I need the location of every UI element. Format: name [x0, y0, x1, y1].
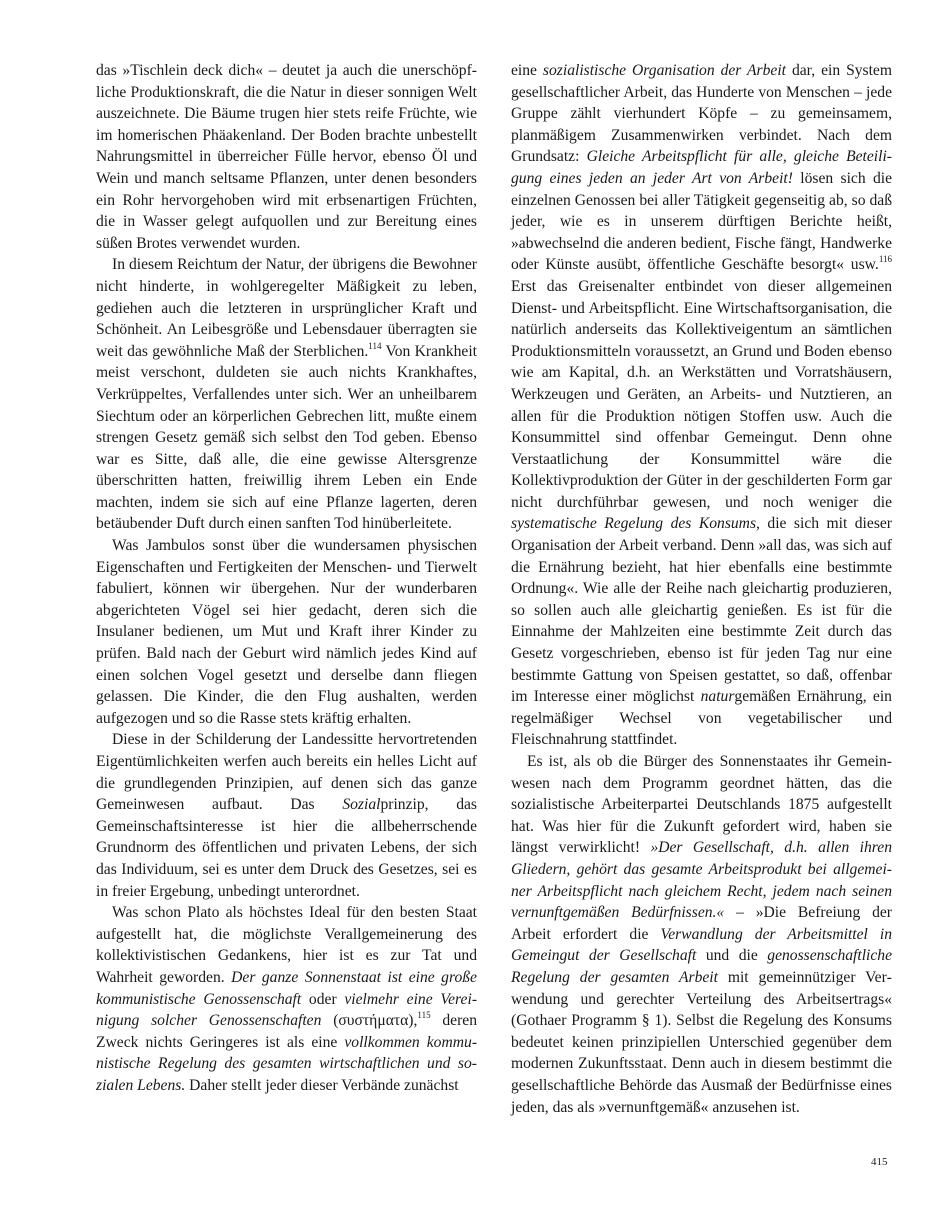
footnote-ref-116: 116 — [878, 254, 892, 265]
right-paragraph-2: Es ist, als ob die Bürger des Sonnenstaates ihr Gemeinwesen nach dem Programm geordnet hätten, das die sozialistische Arbeiterpartei Deutschlands 1875 aufgestellt hat. Was hier für die Zukunft gefordert wird, haben sie längst verwirklicht! »Der Gesellschaft, d.h. allen ihren Gliedern, gehört das gesamte Arbeitsprodukt bei allgemeiner Arbeitspflicht nach gleichem Recht, jedem nach seinen vernunftgemäßen Bedürfnissen.« – »Die Befreiung der Arbeit erfordert die Verwandlung der Arbeitsmittel in Gemeingut der Gesellschaft und die genossenschaftliche Regelung der gesamten Arbeit mit gemeinnütziger Verwendung und gerechter Verteilung des Arbeitsertrags« (Gothaer Programm § 1). Selbst die Regelung des Konsums bedeutet keinen prinzipiellen Unterschied gegenüber dem modernen Zukunftsstaat. Denn auch in diesem bestimmt die gesellschaftliche Behörde das Ausmaß der Bedürfnisse eines jeden, das als »vernunftgemäß« anzusehen ist. — [511, 753, 893, 1116]
left-column — [96, 60, 477, 1097]
right-paragraph-1: eine sozialistische Organisation der Arbeit dar, ein System gesellschaftlicher Arbeit, das Hunderte von Menschen – jede Gruppe zählt vierhundert Köpfe – zu gemeinsamem, planmäßigem Zusammenwirken verbindet. Nach dem Grundsatz: Gleiche Arbeitspflicht für alle, gleiche Beteiligung eines jeden an jeder Art von Arbeit! lösen sich die einzelnen Genossen bei aller Tätigkeit gegenseitig ab, so daß jeder, wie es in unserem dürftigen Berichte heißt, »abwechselnd die anderen bedient, Fische fängt, Handwerke oder Künste ausübt, öffentliche Geschäfte besorgt« usw.$^{116}$ Erst das Greisenalter entbindet von dieser allgemeinen Dienst- und Arbeitspflicht. Eine Wirtschaftsorganisation, die natürlich anderseits das Kollektiveigentum an sämtlichen Produktionsmitteln voraussetzt, an Grund und Boden ebenso wie am Kapital, d.h. an Werkstätten und Vorratshäusern, Werkzeugen und Geräten, an Arbeits- und Nutztieren, an allen für die Produktion nötigen Stoffen usw. Auch die Konsummittel sind offenbar Gemeingut. Denn ohne Verstaatlichung der Konsummittel wäre die Kollektivproduktion der Güter in der geschilderten Form gar nicht durchführbar gewesen, und noch weniger die systematische Regelung des Konsums, die sich mit dieser Organisation der Arbeit verband. Denn »all das, was sich auf die Ernährung bezieht, hat hier ebenfalls eine bestimmte Ordnung«. Wie alle der Reihe nach gleichartig produzieren, so sollen auch alle gleichartig genießen. Es ist für die Einnahme der Mahlzeiten eine bestimmte Zeit durch das Gesetz vorgeschrieben, ebenso ist für jeden Tag nur eine bestimmte Gattung von Speisen gestattet, so daß, offenbar im Interesse einer möglichst naturgemäßen Ernährung, ein regelmäßiger Wechsel von vegetabilischer und Fleischnahrung stattfindet. — [511, 62, 893, 749]
left-paragraph-4: Diese in der Schilderung der Landessitte hervortretenden Eigentümlichkeiten werfen auch bereits ein helles Licht auf die grundlegenden Prinzipien, auf denen sich das ganze Gemeinwesen aufbaut. Das Sozialprinzip, das Gemeinschaftsinteresse ist hier die allbeherrschende Grundnorm des öffentlichen und privaten Lebens, der sich das Individuum, sei es unter dem Druck des Gesetzes, sei es in freier Ergebung, unbedingt unterordnet. — [96, 731, 477, 900]
footnote-ref-114: 114 — [368, 340, 382, 351]
left-paragraph-3: Was Jambulos sonst über die wundersamen physischen Eigenschaften und Fertigkeiten der Menschen- und Tierwelt fabuliert, können wir übergehen. Nur der wunderbaren abgerichteten Vögel sei hier gedacht, deren sich die Insulaner bedienen, um Mut und Kraft ihrer Kinder zu prüfen. Bald nach der Geburt wird nämlich jedes Kind auf einen solchen Vogel gesetzt und derselbe dann fliegen gelassen. Die Kinder, die den Flug aushalten, werden aufgezogen und so die Rasse stets kräftig erhalten. — [96, 537, 477, 727]
page-number: 415 — [871, 1156, 888, 1168]
left-paragraph-2: In diesem Reichtum der Natur, der übrigens die Bewohner nicht hinderte, in wohlgeregelter Mäßigkeit zu leben, gediehen auch die letzteren in ursprünglicher Kraft und Schönheit. An Leibesgröße und Lebensdauer überragten sie weit das gewöhnliche Maß der Sterblichen.$^{114}$ Von Krankheit meist verschont, duldeten sie auch nichts Krankhaftes, Verkrüppeltes, Verfallendes unter sich. Wer an unheilbarem Siechtum oder an körperlichen Gebrechen litt, mußte einem strengen Gesetz gemäß sich selbst den Tod geben. Ebenso war es Sitte, daß alle, die eine gewisse Altersgrenze überschritten hatten, freiwillig ihrem Leben ein Ende machten, indem sie sich auf eine Pflanze lagerten, deren betäubender Duft durch einen sanften Tod hinüberleitete. — [96, 256, 477, 533]
right-column — [511, 60, 892, 1118]
left-paragraph-1: das »Tischlein deck dich« – deutet ja auch die unerschöpfliche Produktionskraft, die die Natur in dieser sonnigen Welt auszeichnete. Die Bäume trugen hier stets reife Früchte, wie im homerischen Phäakenland. Der Boden brachte unbestellt Nahrungsmittel in überreicher Fülle hervor, ebenso Öl und Wein und manch seltsame Pflanzen, unter denen besonders ein Rohr hervorgehoben wird mit erbsenartigen Früchten, die in Wasser gelegt aufquollen und zur Bereitung eines süßen Brotes verwendet wurden. — [96, 62, 477, 252]
footnote-ref-115: 115 — [417, 1010, 431, 1021]
left-paragraph-5: Was schon Plato als höchstes Ideal für den besten Staat aufgestellt hat, die möglichste Verallgemeinerung des kollektivistischen Gedankens, hier ist es zur Tat und Wahrheit geworden. Der ganze Sonnenstaat ist eine große kommunistische Genossenschaft oder vielmehr eine Vereinigung solcher Genossenschaften (συστήματα),$^{115}$ deren Zweck nichts Geringeres ist als eine vollkommen kommunistische Regelung des gesamten wirtschaftlichen und sozialen Lebens. Daher stellt jeder dieser Verbände zunächst — [96, 904, 478, 1094]
